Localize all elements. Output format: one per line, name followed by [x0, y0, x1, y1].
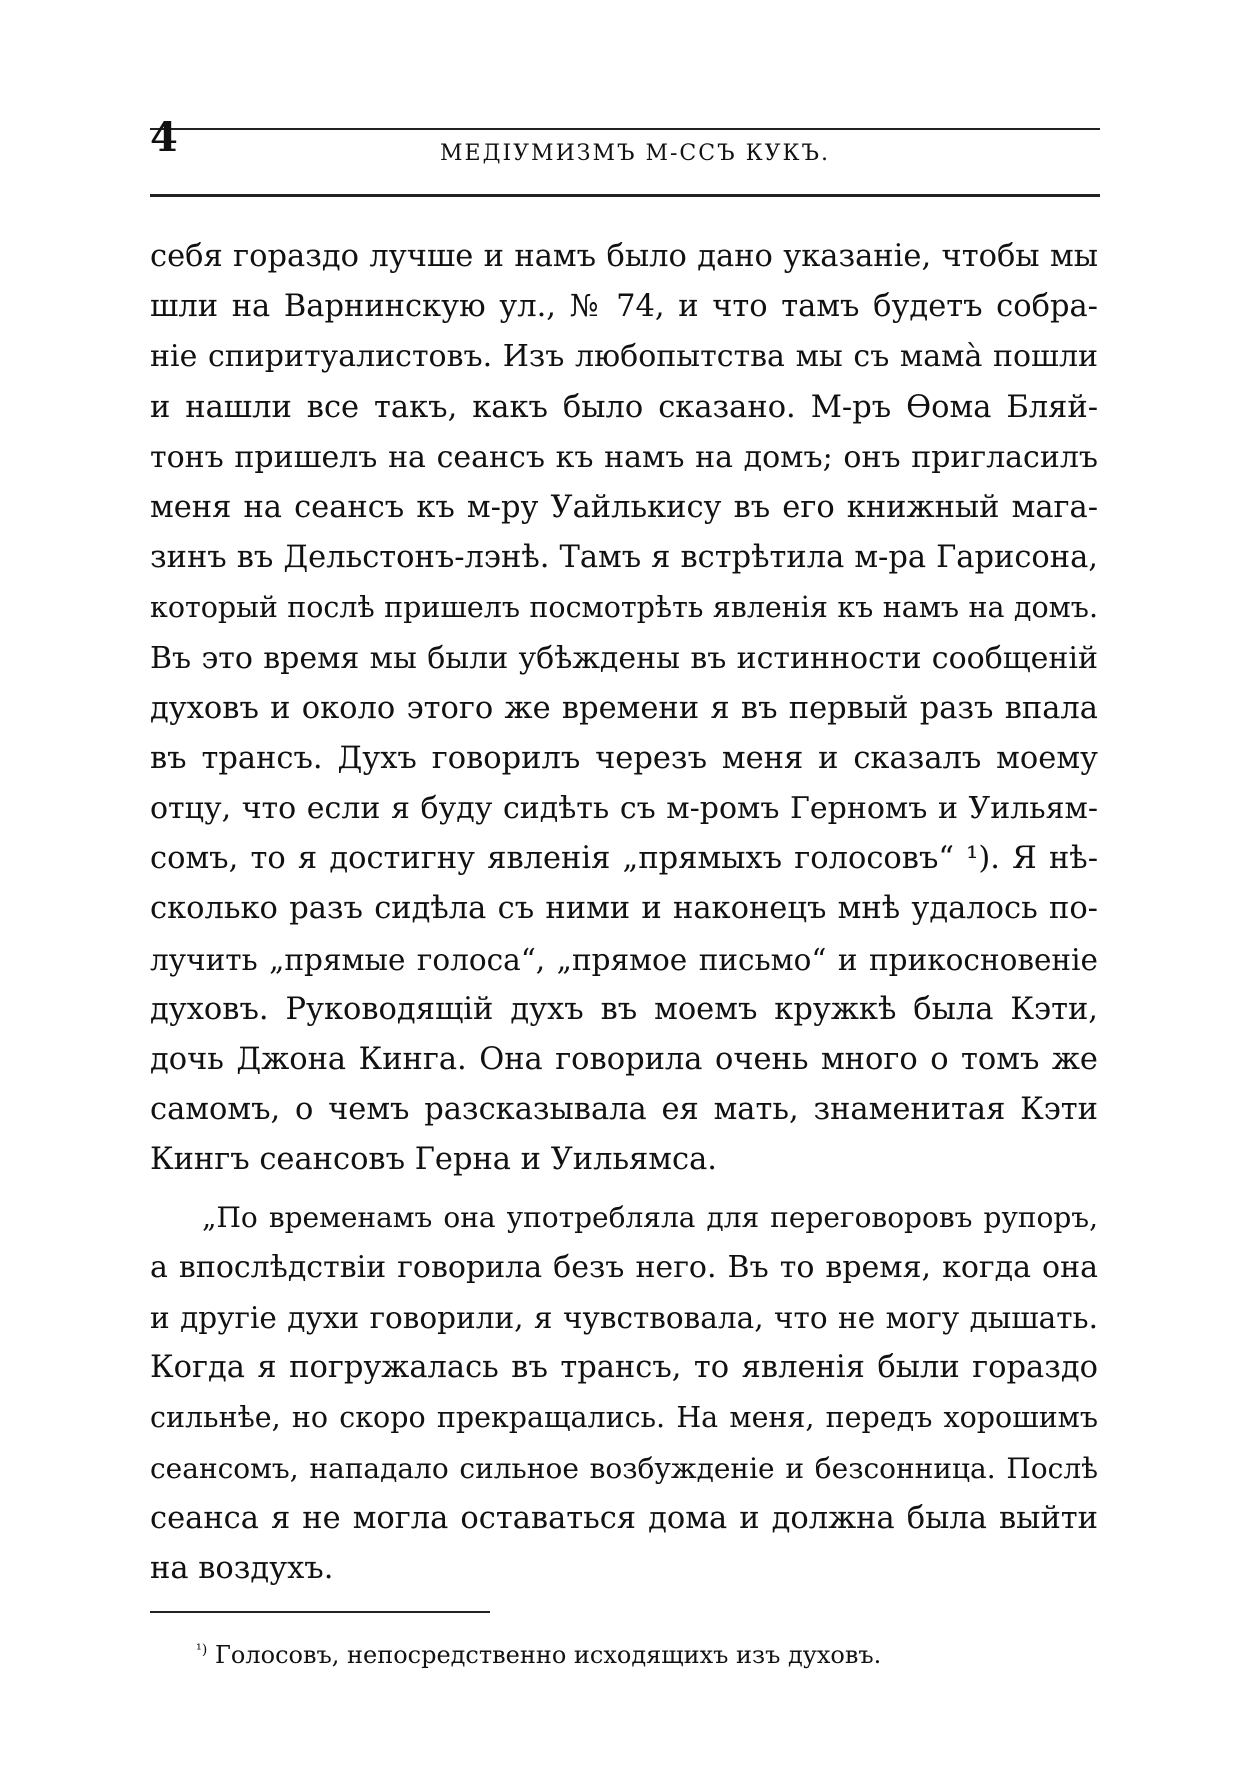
text-line: Кингъ сеансовъ Герна и Уильямса.	[150, 1142, 717, 1178]
text-line: въ трансъ. Духъ говорилъ черезъ меня и сказалъ моему	[150, 740, 1098, 776]
text-line: нiе спиритуалистовъ. Изъ любопытства мы съ мамà пошли	[150, 339, 1098, 375]
page-number: 4	[150, 114, 178, 161]
text-line: „По временамъ она употребляла для переговоровъ рупоръ,	[202, 1200, 1098, 1234]
paragraph	[150, 232, 1098, 1186]
text-line: сомъ, то я достигну явленiя „прямыхъ голосовъ“ ¹). Я нѣ-	[150, 841, 1098, 877]
text-line: Когда я погружалась въ трансъ, то явленiя были гораздо	[150, 1350, 1098, 1386]
text-line: дочь Джона Кинга. Она говорила очень много о томъ же	[150, 1042, 1098, 1077]
paragraph-gap	[150, 1186, 1098, 1193]
header-bottom-rule	[150, 194, 1100, 197]
text-line: лучить „прямые голоса“, „прямое письмо“ и прикосновенiе	[150, 942, 1098, 977]
footnote-text: Голосовъ, непосредственно исходящихъ изъ духовъ.	[215, 1641, 882, 1669]
text-line: сеансомъ, нападало сильное возбужденiе и безсонница. Послѣ	[150, 1451, 1098, 1485]
footnote-marker: ¹)	[196, 1642, 208, 1658]
text-line: духовъ. Руководящiй духъ въ моемъ кружкѣ была Кэти,	[150, 991, 1098, 1027]
text-line: тонъ пришелъ на сеансъ къ намъ на домъ; онъ пригласилъ	[150, 439, 1098, 475]
text-line: духовъ и около этого же времени я въ первый разъ впала	[150, 690, 1098, 726]
text-line: сеанса я не могла оставаться дома и должна была выйти	[150, 1500, 1098, 1536]
running-title: МЕДIУМИЗМЪ М-ССЪ КУКЪ.	[440, 141, 830, 166]
paragraph	[150, 1193, 1098, 1595]
text-line: и нашли все такъ, какъ было сказано. М-ръ Ѳома Бляй-	[150, 389, 1098, 425]
text-line: зинъ въ Дельстонъ-лэнѣ. Тамъ я встрѣтила м-ра Гарисона,	[150, 540, 1098, 576]
text-line: самомъ, о чемъ разсказывала ея мать, знаменитая Кэти	[150, 1092, 1098, 1128]
text-line: отцу, что если я буду сидѣть съ м-ромъ Гернoмъ и Уильям-	[150, 791, 1098, 827]
header-top-rule	[150, 128, 1100, 130]
text-line: шли на Варнинскую ул., № 74, и что тамъ будетъ собра-	[150, 289, 1098, 325]
footnote	[196, 1641, 881, 1670]
text-line: Въ это время мы были убѣждены въ истинности сообщенiй	[150, 640, 1098, 676]
text-line: и другiе духи говорили, я чувствовала, что не могу дышать.	[150, 1300, 1098, 1335]
text-line: сильнѣе, но скоро прекращались. На меня, передъ хорошимъ	[150, 1401, 1098, 1435]
text-line: на воздухъ.	[150, 1550, 334, 1586]
text-line: а впослѣдствiи говорила безъ него. Въ то время, когда она	[150, 1249, 1098, 1285]
body-text	[150, 232, 1098, 1594]
text-line: который послѣ пришелъ посмотрѣть явленiя къ намъ на домъ.	[150, 591, 1098, 625]
text-line: сколько разъ сидѣла съ ними и наконецъ мнѣ удалось по-	[150, 891, 1098, 927]
footnote-rule	[150, 1611, 490, 1613]
text-line: меня на сеансъ къ м-ру Уайлькису въ его книжный мага-	[150, 489, 1098, 525]
text-line: себя гораздо лучше и намъ было дано указанiе, чтобы мы	[150, 239, 1098, 274]
